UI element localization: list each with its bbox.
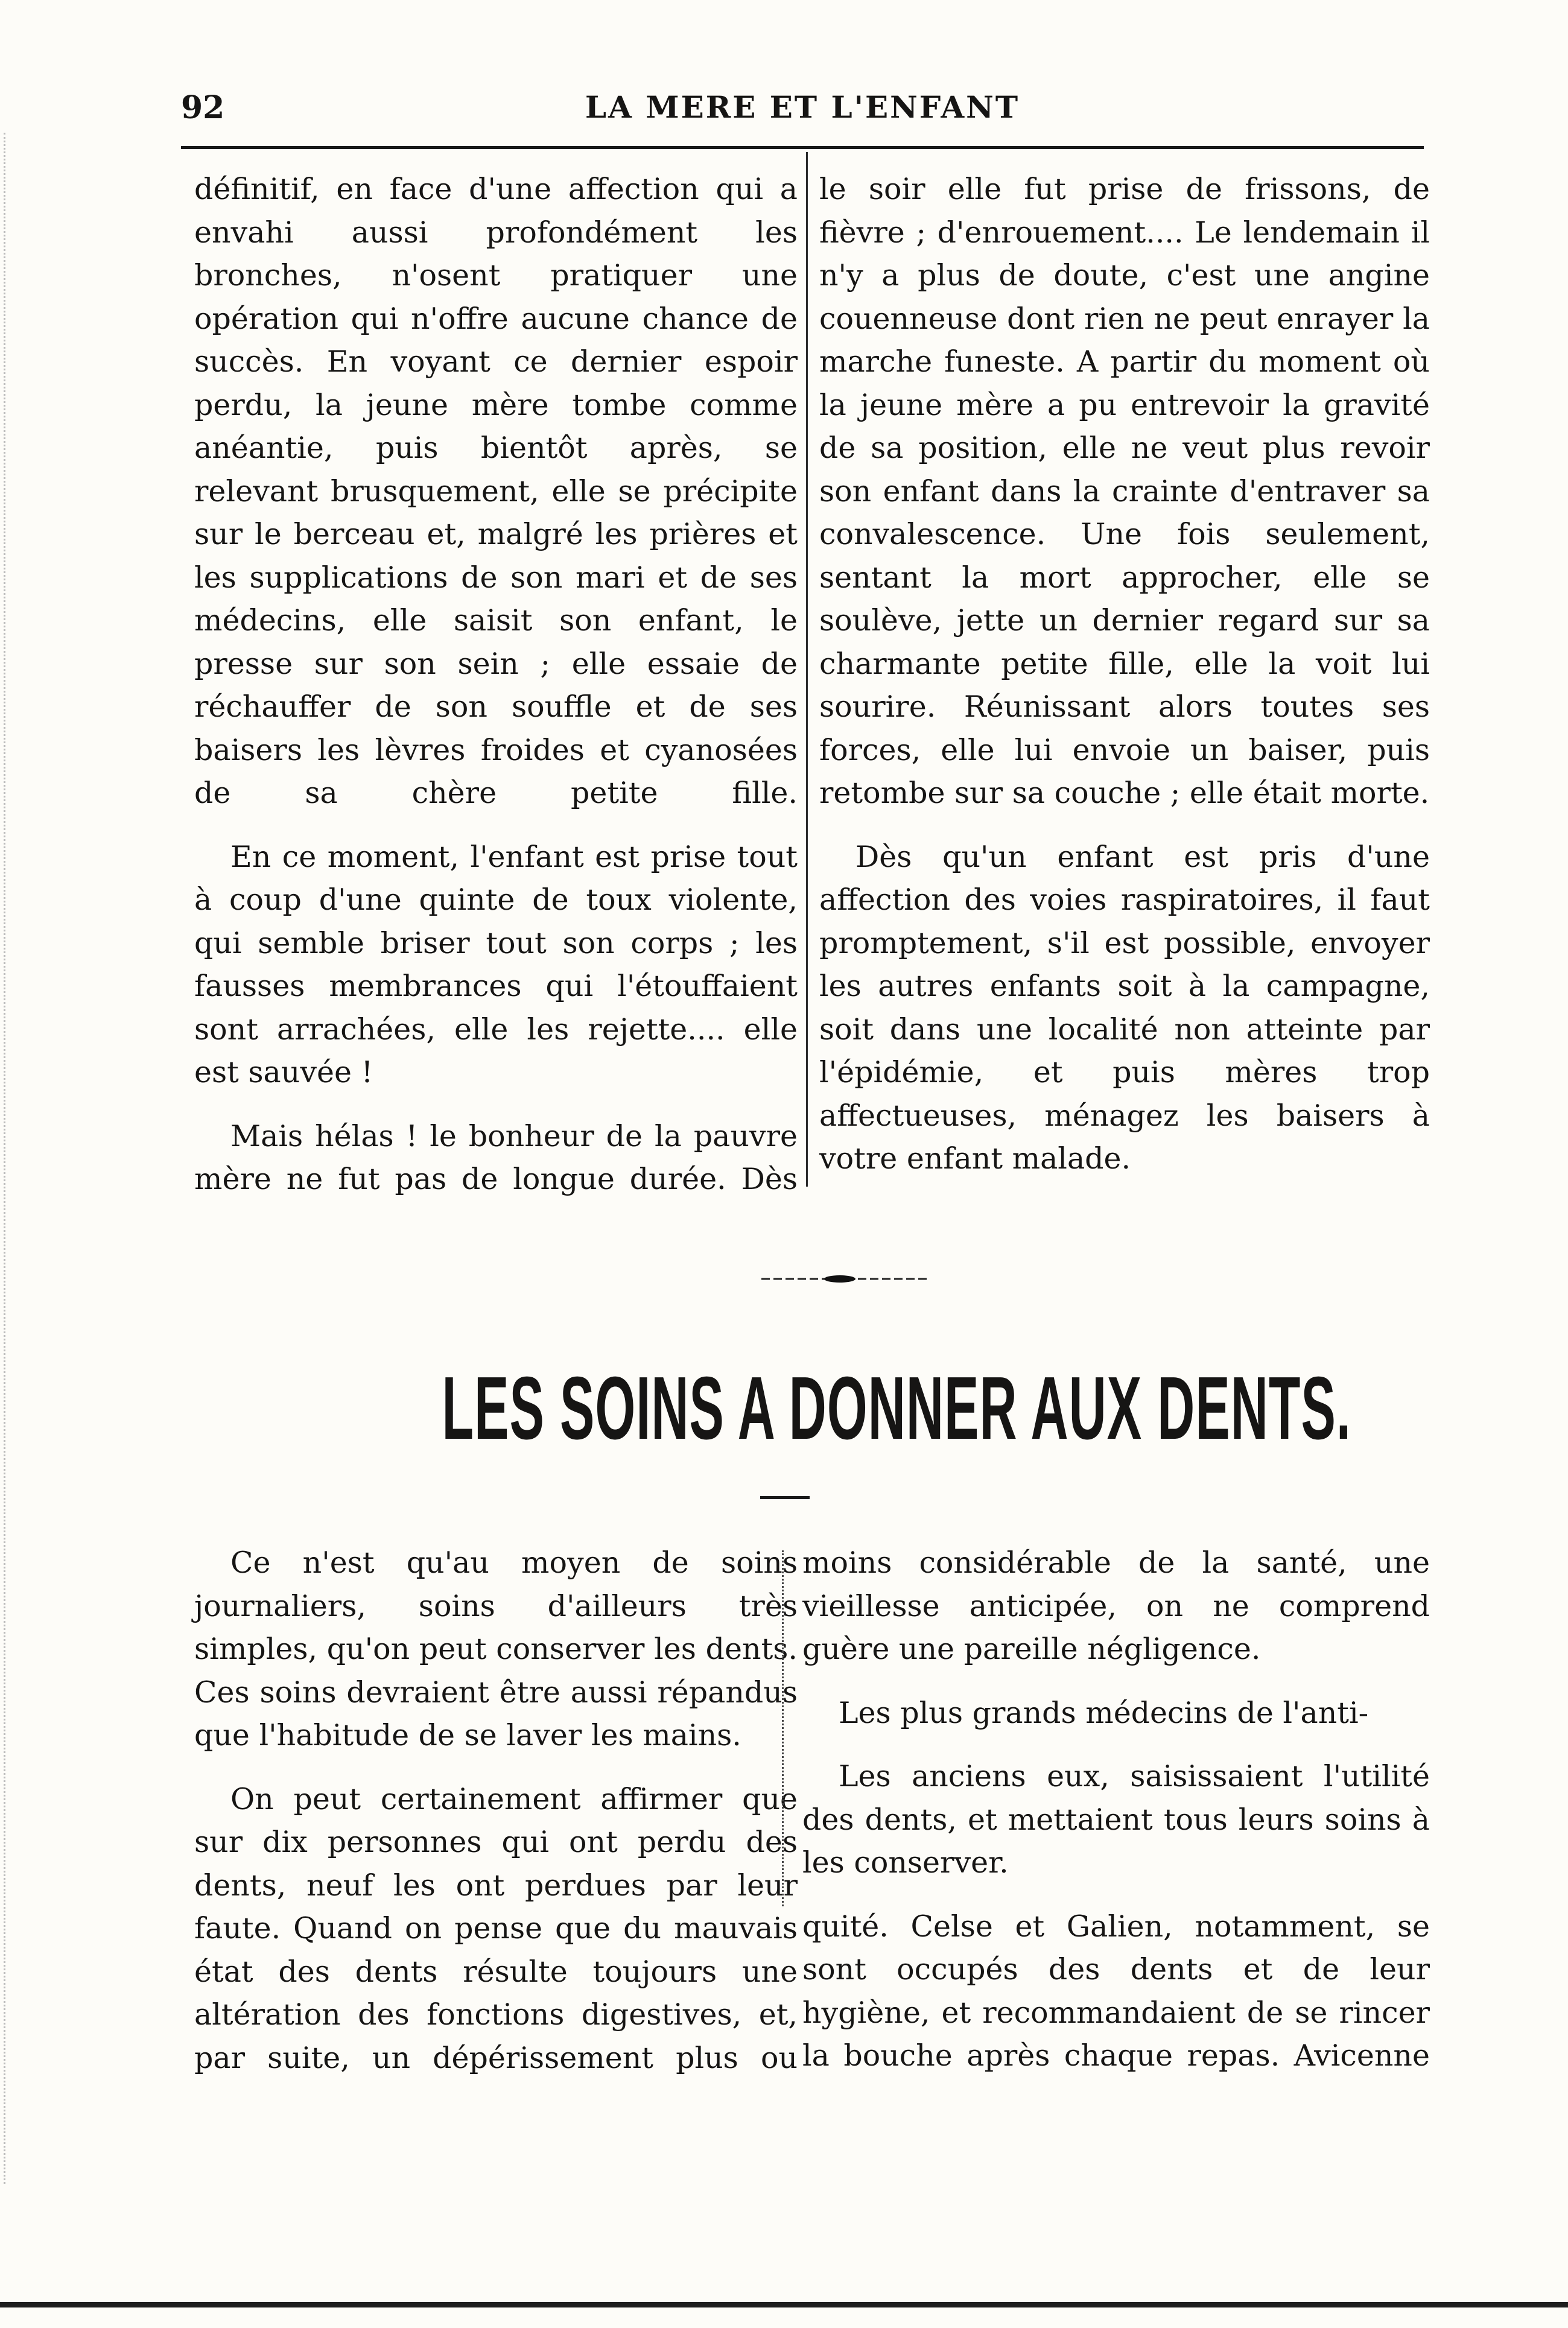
second-article-left-column <box>194 1541 798 2079</box>
title-rule <box>760 1496 810 1499</box>
page-number: 92 <box>181 89 225 126</box>
running-head <box>181 89 1424 138</box>
first-article-right-column <box>819 168 1430 1181</box>
paragraph: On peut certainement affirmer que sur dix personnes qui ont perdu des dents, neuf les ont perdues par leur faute. Quand on pense que du mauvais état des dents résulte toujours une altération des fonctions digestives, et, par suite, un dépérissement plus ou <box>194 1781 798 2075</box>
column-divider <box>806 152 808 1187</box>
paragraph: le soir elle fut prise de frissons, de fièvre ; d'enrouement.... Le lendemain il n'y a plus de doute, c'est une angine couenneuse dont rien ne peut enrayer la marche funeste. A partir du moment où la jeune mère a pu entrevoir la gravité de sa position, elle ne veut plus revoir son enfant dans la crainte d'entraver sa convalescence. Une fois seulement, sentant la mort approcher, elle se soulève, jette un dernier regard sur sa charmante petite fille, elle la voit lui sourire. Réunissant alors toutes ses forces, elle lui envoie un baiser, puis retombe sur sa couche ; elle était morte. <box>819 172 1430 810</box>
paragraph: moins considérable de la santé, une vieillesse anticipée, on ne comprend guère une pareille négligence. <box>802 1546 1430 1666</box>
paragraph: Mais hélas ! le bonheur de la pauvre mère ne fut pas de longue durée. Dès <box>194 1118 798 1196</box>
column-divider <box>782 1550 786 1906</box>
header-rule <box>181 146 1424 149</box>
paragraph: Les anciens eux, saisissaient l'utilité des dents, et mettaient tous leurs soins à les conserver. <box>802 1759 1430 1880</box>
paragraph: quité. Celse et Galien, notamment, se sont occupés des dents et de leur hygiène, et recommandaient de se rincer la bouche après chaque repas. Avicenne <box>802 1909 1430 2073</box>
paragraph: Ce n'est qu'au moyen de soins journaliers, soins d'ailleurs très simples, qu'on peut conserver les dents. Ces soins devraient être aussi répandus que l'habitude de se laver les mains. <box>194 1546 798 1752</box>
first-article-left-column <box>194 168 798 1201</box>
article-title: LES SOINS A DONNER AUX DENTS. <box>442 1359 1351 1458</box>
section-separator-ornament <box>761 1275 930 1283</box>
paragraph: définitif, en face d'une affection qui a envahi aussi profondément les bronches, n'osent pratiquer une opération qui n'offre aucune chance de succès. En voyant ce dernier espoir perdu, la jeune mère tombe comme anéantie, puis bientôt après, se relevant brusquement, elle se précipite sur le berceau et, malgré les prières et les supplications de son mari et de ses médecins, elle saisit son enfant, le presse sur son sein ; elle essaie de réchauffer de son souffle et de ses baisers les lèvres froides et cyanosées de sa chère petite fille. <box>194 172 798 810</box>
page-edge-shadow <box>4 133 7 2184</box>
second-article-right-column <box>802 1541 1430 2078</box>
page-bottom-edge <box>0 2302 1568 2307</box>
paragraph: En ce moment, l'enfant est prise tout à coup d'une quinte de toux violente, qui semble briser tout son corps ; les fausses membrances qui l'étouffaient sont arrachées, elle les rejette.... elle est sauvée ! <box>194 839 798 1089</box>
running-title: LA MERE ET L'ENFANT <box>585 89 1020 125</box>
paragraph: Dès qu'un enfant est pris d'une affection des voies raspiratoires, il faut promptement, s'il est possible, envoyer les autres enfants soit à la campagne, soit dans une localité non atteinte par l'épidémie, et puis mères trop affectueuses, ménagez les baisers à votre enfant malade. <box>819 839 1430 1176</box>
paragraph: Les plus grands médecins de l'anti- <box>839 1695 1369 1730</box>
